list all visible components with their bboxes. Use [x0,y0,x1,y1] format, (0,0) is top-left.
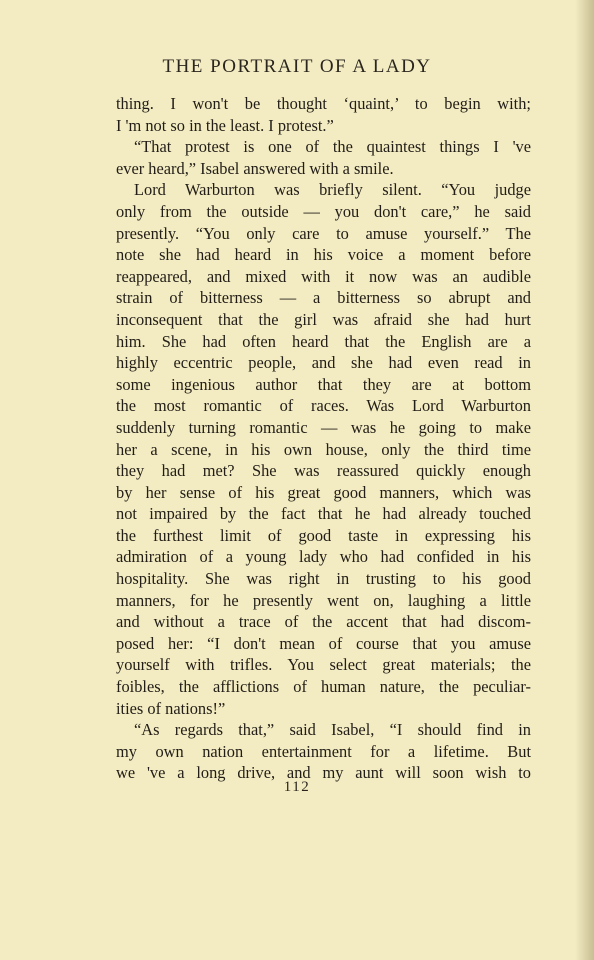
text-line: inconsequent that the girl was afraid she had hurt [116,309,531,329]
body-text [116,93,531,784]
running-head-title: THE PORTRAIT OF A LADY [162,56,432,77]
text-line: not impaired by the fact that he had already touched [116,504,531,524]
text-line: “As regards that,” said Isabel, “I should find in [134,720,531,740]
text-line: by her sense of his great good manners, which was [116,482,531,502]
text-line: manners, for he presently went on, laughing a little [116,590,531,610]
text-line: admiration of a young lady who had confided in his [116,547,531,567]
text-line: hospitality. She was right in trusting to his good [116,569,531,589]
text-line: some ingenious author that they are at bottom [116,374,531,394]
text-line: strain of bitterness — a bitterness so abrupt and [116,288,531,308]
text-line: only from the outside — you don't care,” he said [116,201,531,221]
text-line: ever heard,” Isabel answered with a smile. [116,158,394,178]
text-line: thing. I won't be thought ‘quaint,’ to begin with; [116,94,531,113]
text-line: suddenly turning romantic — was he going to make [116,417,531,437]
text-line: Lord Warburton was briefly silent. “You judge [134,180,531,200]
text-line: reappeared, and mixed with it now was an audible [116,266,531,286]
text-line: the most romantic of races. Was Lord Warburton [116,396,531,416]
text-line: I 'm not so in the least. I protest.” [116,115,334,135]
text-line: yourself with trifles. You select great materials; the [116,655,531,675]
text-line: presently. “You only care to amuse yourself.” The [116,223,531,243]
text-line: posed her: “I don't mean of course that you amuse [116,633,531,653]
text-line: we 've a long drive, and my aunt will soon wish to [116,763,531,783]
text-line: foibles, the afflictions of human nature, the peculiar- [116,677,531,697]
text-line: the furthest limit of good taste in expressing his [116,525,531,545]
text-line: and without a trace of the accent that had discom- [116,612,531,632]
text-line: note she had heard in his voice a moment before [116,245,531,265]
text-line: “That protest is one of the quaintest things I 've [134,137,531,157]
page-number: 112 [283,779,311,795]
text-line: ities of nations!” [116,698,226,718]
text-line: they had met? She was reassured quickly enough [116,461,531,481]
text-line: him. She had often heard that the English are a [116,331,531,351]
text-line: my own nation entertainment for a lifetime. But [116,741,531,761]
text-line: her a scene, in his own house, only the third time [116,439,531,459]
text-line: highly eccentric people, and she had even read in [116,353,531,373]
